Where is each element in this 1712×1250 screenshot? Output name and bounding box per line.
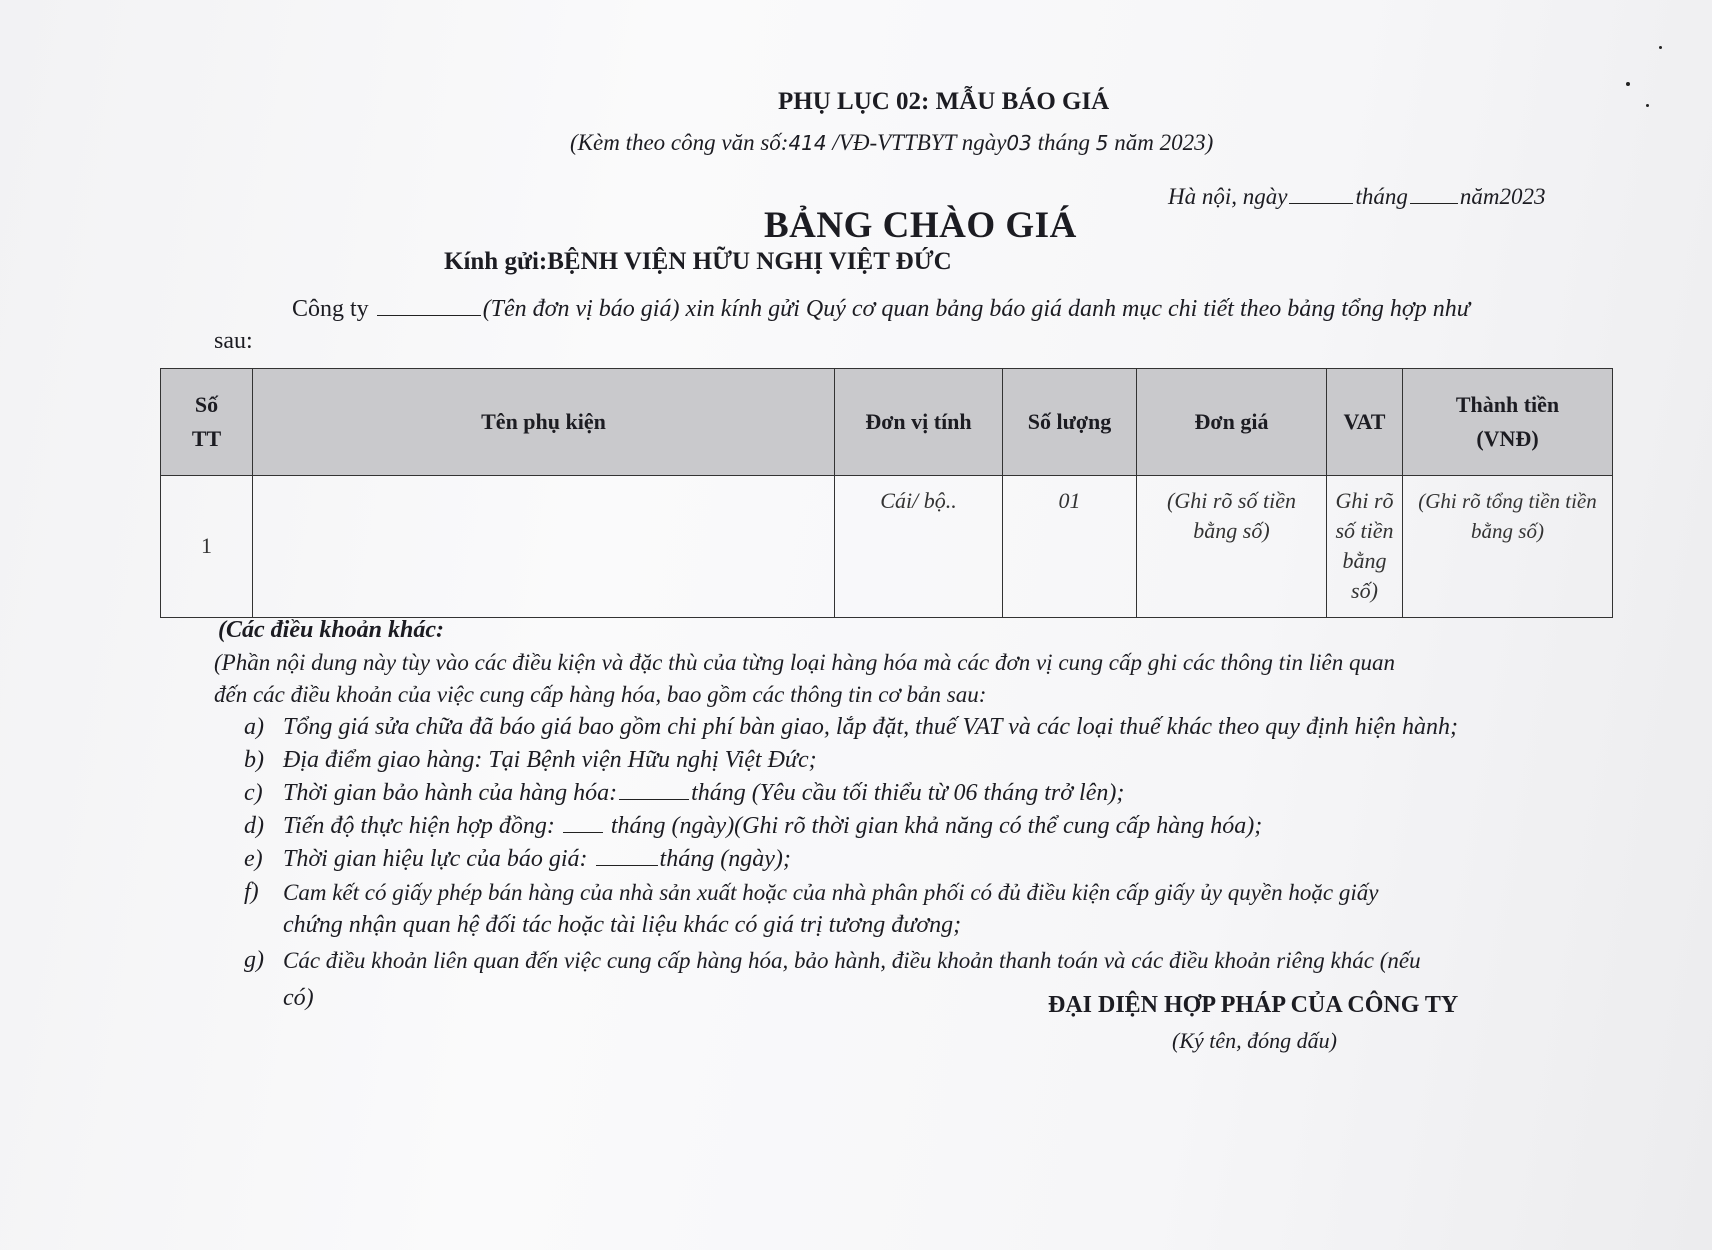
cell-name bbox=[253, 476, 835, 618]
col-header-qty: Số lượng bbox=[1003, 369, 1137, 476]
validity-blank bbox=[596, 864, 658, 866]
handwritten-month: 5 bbox=[1095, 131, 1109, 155]
cell-vat: Ghi rõ số tiền bằng số) bbox=[1327, 476, 1403, 618]
company-name-blank bbox=[377, 314, 481, 316]
quote-table bbox=[160, 368, 1613, 618]
progress-blank bbox=[563, 831, 603, 833]
cell-unit: Cái/ bộ.. bbox=[835, 476, 1003, 618]
recipient-line: Kính gửi:BỆNH VIỆN HỮU NGHỊ VIỆT ĐỨC bbox=[444, 248, 952, 275]
place-date-year: năm2023 bbox=[1459, 184, 1546, 209]
intro-text: (Tên đơn vị báo giá) xin kính gửi Quý cơ quan bảng báo giá danh mục chi tiết theo bảng tổng hợp như bbox=[482, 296, 1470, 322]
paper-speck bbox=[1626, 82, 1630, 86]
col-header-unit: Đơn vị tính bbox=[835, 369, 1003, 476]
signature-title: ĐẠI DIỆN HỢP PHÁP CỦA CÔNG TY bbox=[1048, 992, 1459, 1018]
cell-qty: 01 bbox=[1003, 476, 1137, 618]
col-header-vat: VAT bbox=[1327, 369, 1403, 476]
paper-speck bbox=[1659, 46, 1662, 49]
cell-total: (Ghi rõ tổng tiền tiền bằng số) bbox=[1403, 476, 1613, 618]
place-date-month: tháng bbox=[1355, 184, 1408, 209]
day-blank bbox=[1289, 202, 1353, 204]
warranty-blank bbox=[619, 798, 689, 800]
appendix-title: PHỤ LỤC 02: MẪU BÁO GIÁ bbox=[778, 88, 1110, 115]
table-header-row bbox=[161, 369, 1613, 476]
month-blank bbox=[1410, 202, 1458, 204]
document-title: BẢNG CHÀO GIÁ bbox=[764, 205, 1077, 246]
attach-year: năm 2023) bbox=[1114, 130, 1214, 155]
terms-heading: (Các điều khoản khác: bbox=[218, 617, 445, 643]
handwritten-day: 03 bbox=[1006, 131, 1032, 155]
place-date-prefix: Hà nội, ngày bbox=[1168, 184, 1288, 209]
table-row bbox=[161, 476, 1613, 618]
col-header-total: Thành tiền (VNĐ) bbox=[1403, 369, 1613, 476]
col-header-stt: Số TT bbox=[161, 369, 253, 476]
col-header-price: Đơn giá bbox=[1137, 369, 1327, 476]
cell-stt: 1 bbox=[161, 476, 253, 618]
handwritten-doc-number: 414 bbox=[788, 131, 827, 155]
term-item-g-line2: có) bbox=[283, 985, 314, 1011]
attach-doc-code: /VĐ-VTTBYT ngày bbox=[832, 130, 1007, 155]
terms-intro-line2: đến các điều khoản của việc cung cấp hàng hóa, bao gồm các thông tin cơ bản sau: bbox=[214, 682, 987, 707]
attachment-reference bbox=[570, 130, 1213, 156]
term-item-f-line2: chứng nhận quan hệ đối tác hoặc tài liệu khác có giá trị tương đương; bbox=[283, 912, 962, 938]
paper-speck bbox=[1646, 104, 1649, 107]
intro-continuation: sau: bbox=[214, 328, 253, 354]
intro-line bbox=[292, 296, 1470, 323]
attach-month-label: tháng bbox=[1037, 130, 1091, 155]
document-page: PHỤ LỤC 02: MẪU BÁO GIÁ (Kèm theo công văn số:414 /VĐ-VTTBYT ngày03 tháng 5 năm 2023) Hà nội, ngày tháng năm2023 BẢNG CHÀO GIÁ Kính gửi:BỆNH VIỆN HỮU NGHỊ VIỆT ĐỨC Công ty (Tên đơn vị báo giá) xin kính gửi Quý cơ quan bảng báo giá danh mục chi tiết theo bảng tổng hợp như sau: Số TT Tên phụ kiện Đơn vị tính Số lượng Đơn giá VAT Thành tiền (VNĐ) 1 Cái/ bộ.. 01 (Ghi rõ số tiền bằng số) Ghi rõ số tiền bằng số) (Ghi rõ tổng tiền tiền bằng số) (Các điều khoản khác: (Phần nội dung này tùy vào các điều kiện và đặc thù của từng loại hàng hóa mà các đơn vị cung cấp ghi các thông tin liên quan đến các điều khoản của việc cung cấp hàng hóa, bao gồm các thông tin cơ bản sau: a) Tổng giá sửa chữa đã báo giá bao gồm chi phí bàn giao, lắp đặt, thuế VAT và các loại thuế khác theo quy định hiện hành; b) Địa điểm giao hàng: Tại Bệnh viện Hữu nghị Việt Đức; c) Thời gian bảo hành của hàng hóa: tháng (Yêu cầu tối thiểu từ 06 tháng trở lên); d) Tiến độ thực hiện hợp đồng: tháng (ngày)(Ghi rõ thời gian khả năng có thể cung cấp hàng hóa); e) Thời gian hiệu lực của báo giá: tháng (ngày); f) Cam kết có giấy phép bán hàng của nhà sản xuất hoặc của nhà phân phối có đủ điều kiện cấp giấy ủy quyền hoặc giấy chứng nhận quan hệ đối tác hoặc tài liệu khác có giá trị tương đương; g) Các điều khoản liên quan đến việc cung cấp hàng hóa, bảo hành, điều khoản thanh toán và các điều khoản riêng khác (nếu có) ĐẠI DIỆN HỢP PHÁP CỦA CÔNG TY (Ký tên, đóng dấu) bbox=[0, 0, 1712, 1250]
place-date-line bbox=[1168, 184, 1545, 210]
signature-note: (Ký tên, đóng dấu) bbox=[1172, 1028, 1337, 1053]
attach-prefix: (Kèm theo công văn số: bbox=[570, 130, 789, 155]
terms-intro-line1: (Phần nội dung này tùy vào các điều kiện và đặc thù của từng loại hàng hóa mà các đơn vị cung cấp ghi các thông tin liên quan bbox=[214, 650, 1395, 675]
intro-company: Công ty bbox=[292, 296, 369, 322]
col-header-name: Tên phụ kiện bbox=[253, 369, 835, 476]
cell-price: (Ghi rõ số tiền bằng số) bbox=[1137, 476, 1327, 618]
